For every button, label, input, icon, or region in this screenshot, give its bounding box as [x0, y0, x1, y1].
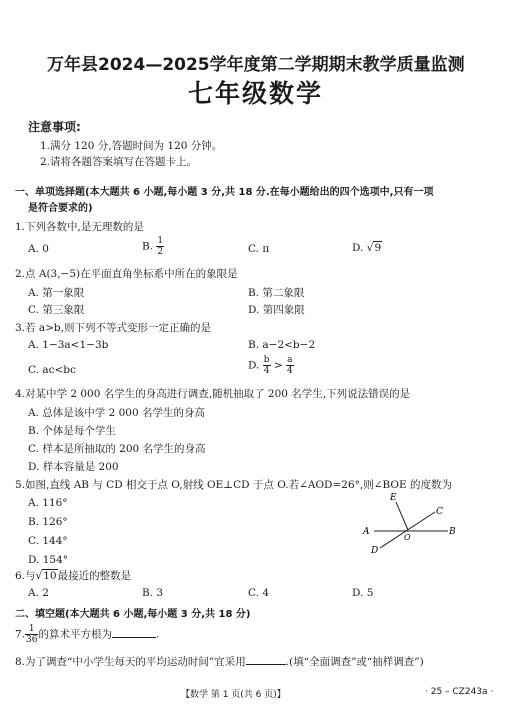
q6-option-b: B. 3: [142, 587, 164, 599]
q5-option-a: A. 116°: [28, 497, 68, 509]
q5-stem: 5.如图,直线 AB 与 CD 相交于点 O,射线 OE⊥CD 于点 O.若∠AOD=26°,则∠BOE 的度数为: [15, 479, 453, 491]
q7-fraction: [25, 624, 38, 645]
q8-answer-blank[interactable]: [246, 654, 286, 665]
q3-option-b: B. a−2<b−2: [248, 339, 316, 351]
q2-option-c: C. 第三象限: [28, 304, 85, 316]
fraction-numerator: 1: [157, 236, 164, 246]
q1-option-b-prefix: B.: [142, 240, 154, 253]
q6-stem-suffix: 最接近的整数是: [57, 570, 132, 582]
q4-option-d: D. 样本容量是 200: [28, 461, 119, 473]
subject-title: 七年级数学: [188, 79, 324, 108]
q4-option-c: C. 样本是所抽取的 200 名学生的身高: [28, 443, 206, 455]
fraction-numerator: a: [287, 355, 293, 365]
q1-option-d: [352, 242, 382, 254]
q1-option-b-fraction: [156, 236, 164, 257]
q8-text: 8.为了调查“中小学生每天的平均运动时间”宜采用: [15, 656, 246, 668]
q8-end: .(填“全面调查”或“抽样调查”): [285, 656, 424, 668]
q3-option-d-fraction-right: [286, 355, 294, 376]
q6-radicand: 10: [43, 570, 57, 582]
point-label-a: A: [363, 527, 370, 537]
q3-stem: 3.若 a>b,则下列不等式变形一定正确的是: [15, 322, 211, 334]
q2-option-a: A. 第一象限: [28, 287, 85, 299]
footer-page-info: 【数学 第 1 页(共 6 页)】: [181, 690, 286, 700]
sqrt-symbol: √9: [366, 242, 382, 254]
q1-option-c: C. π: [248, 243, 270, 255]
q1-option-a: A. 0: [28, 243, 49, 255]
q6-option-c: C. 4: [248, 587, 270, 599]
q1-stem: 1.下列各数中,是无理数的是: [15, 221, 144, 233]
point-label-e: E: [390, 493, 397, 503]
q2-option-b: B. 第二象限: [248, 287, 305, 299]
q6-stem: [15, 568, 131, 583]
q3-option-d: [248, 355, 294, 376]
point-label-b: B: [449, 527, 456, 537]
q1-option-d-radicand: 9: [374, 242, 382, 254]
q5-option-d: D. 154°: [28, 554, 69, 566]
q1-option-b: [142, 236, 164, 257]
point-label-d: D: [371, 546, 379, 556]
point-label-o: O: [404, 533, 411, 542]
q7-prefix: 7.: [15, 628, 26, 641]
q7-answer-blank[interactable]: [112, 627, 156, 638]
q3-option-d-fraction-left: [263, 355, 271, 376]
fraction-denominator: 36: [26, 635, 38, 645]
q2-option-d: D. 第四象限: [248, 304, 305, 316]
q2-stem: 2.点 A(3,−5)在平面直角坐标系中所在的象限是: [15, 268, 238, 280]
q4-option-a: A. 总体是该中学 2 000 名学生的身高: [28, 407, 205, 419]
q6-option-a: A. 2: [28, 587, 49, 599]
exam-title: 万年县2024—2025学年度第二学期期末教学质量监测: [47, 55, 465, 75]
section1-heading: 一、单项选择题(本大题共 6 小题,每小题 3 分,共 18 分.在每小题给出的四个选项中,只有一项: [15, 187, 434, 198]
section1-heading-cont: 是符合要求的): [28, 203, 93, 214]
q7-end: .: [155, 628, 160, 641]
ray-oe: [396, 502, 408, 530]
q3-option-a: A. 1−3a<1−3b: [28, 339, 109, 351]
fraction-denominator: 4: [263, 366, 270, 376]
q3-option-d-prefix: D.: [248, 359, 260, 372]
q7-line: [15, 624, 159, 645]
q6-option-d: D. 5: [352, 587, 374, 599]
q7-suffix: 的算术平方根为: [38, 628, 112, 641]
fraction-denominator: 2: [157, 247, 164, 257]
q6-stem-prefix: 6.与: [15, 570, 36, 582]
notice-heading: 注意事项:: [28, 120, 81, 134]
sqrt-symbol: √10: [35, 570, 57, 582]
fraction-numerator: b: [263, 355, 270, 365]
q5-option-c: C. 144°: [28, 535, 68, 547]
q3-option-d-relation: >: [273, 359, 283, 372]
q3-option-c: C. ac<bc: [28, 364, 76, 376]
q4-option-b: B. 个体是每个学生: [28, 425, 116, 437]
point-label-c: C: [436, 507, 443, 517]
fraction-numerator: 1: [25, 624, 38, 635]
notice-item-1: 1.满分 120 分,答题时间为 120 分钟。: [40, 140, 223, 152]
notice-item-2: 2.请将各题答案填写在答题卡上。: [40, 156, 198, 168]
footer-exam-code: · 25 – CZ243a ·: [425, 687, 494, 697]
fraction-denominator: 4: [287, 366, 293, 376]
q5-option-b: B. 126°: [28, 516, 68, 528]
q1-option-d-prefix: D.: [352, 242, 364, 254]
q5-geometry-figure: [360, 490, 460, 556]
q4-stem: 4.对某中学 2 000 名学生的身高进行调查,随机抽取了 200 名学生,下列说法错误的是: [15, 388, 411, 400]
section2-heading: 二、填空题(本大题共 6 小题,每小题 3 分,共 18 分): [15, 609, 251, 620]
q8-line: [15, 654, 424, 669]
